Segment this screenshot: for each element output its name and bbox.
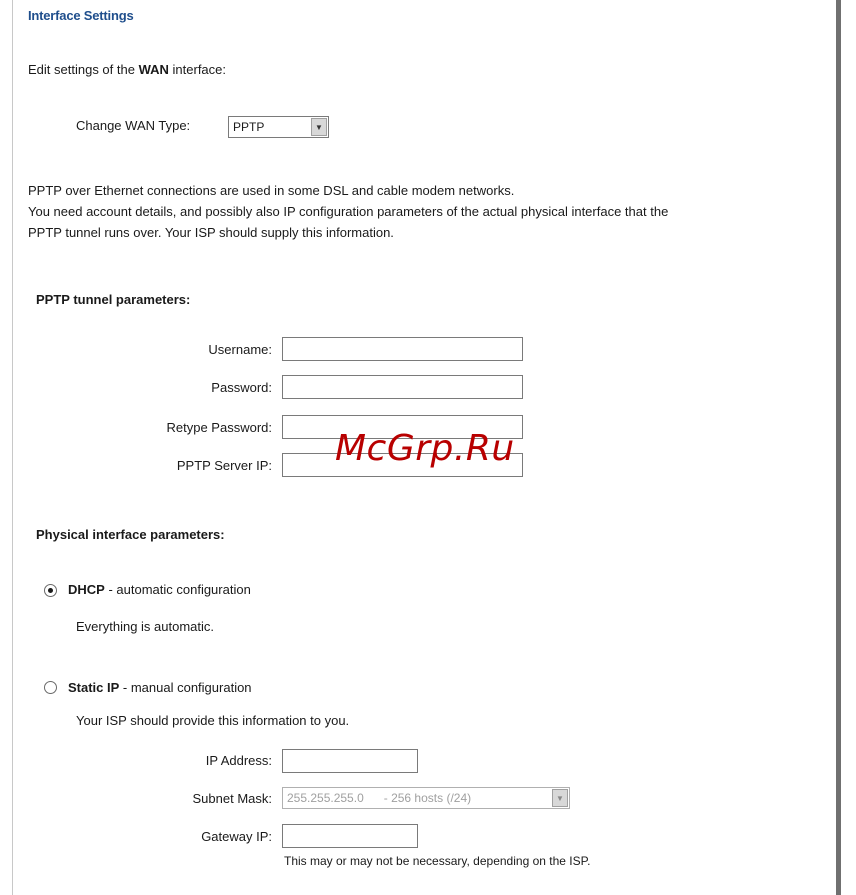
password-input[interactable]	[282, 375, 523, 399]
pptp-description	[28, 180, 668, 243]
wan-type-select[interactable]	[228, 116, 329, 138]
gateway-ip-input[interactable]	[282, 824, 418, 848]
physical-heading: Physical interface parameters:	[36, 527, 225, 542]
chevron-down-icon[interactable]: ▼	[311, 118, 327, 136]
description-line-2: You need account details, and possibly also IP configuration parameters of the actual physical interface that the	[28, 204, 669, 219]
chevron-down-icon[interactable]: ▼	[552, 789, 568, 807]
subnet-mask-label: Subnet Mask:	[192, 791, 272, 806]
subnet-mask-selected: 255.255.255.0 - 256 hosts (/24)	[287, 791, 472, 805]
gateway-ip-label: Gateway IP:	[201, 829, 272, 844]
password-label: Password:	[211, 380, 272, 395]
page-title: Interface Settings	[28, 8, 134, 23]
static-ip-radio[interactable]	[44, 681, 57, 694]
ip-address-label: IP Address:	[205, 753, 272, 768]
right-scrollbar-edge	[836, 0, 841, 895]
wan-type-label: Change WAN Type:	[76, 118, 191, 133]
dhcp-title: DHCP	[68, 582, 105, 597]
wan-type-selected: PPTP	[233, 120, 265, 134]
left-border	[12, 0, 13, 895]
retype-password-label: Retype Password:	[166, 420, 272, 435]
ip-address-input[interactable]	[282, 749, 418, 773]
username-label: Username:	[208, 342, 272, 357]
static-option-label[interactable]	[68, 680, 252, 695]
intro-interface-name: WAN	[138, 62, 169, 77]
subnet-mask-select[interactable]	[282, 787, 570, 809]
static-title: Static IP	[68, 680, 120, 695]
username-input[interactable]	[282, 337, 523, 361]
static-subtitle: - manual configuration	[119, 680, 252, 695]
dhcp-radio[interactable]	[44, 584, 57, 597]
server-ip-label: PPTP Server IP:	[176, 458, 272, 473]
description-line-3: PPTP tunnel runs over. Your ISP should supply this information.	[28, 225, 394, 240]
description-line-1: PPTP over Ethernet connections are used in some DSL and cable modem networks.	[28, 183, 515, 198]
watermark: McGrp.Ru	[335, 428, 515, 469]
intro-suffix: interface:	[168, 62, 227, 77]
dhcp-note: Everything is automatic.	[76, 619, 215, 634]
dhcp-option-label[interactable]	[68, 582, 251, 597]
tunnel-heading: PPTP tunnel parameters:	[36, 292, 191, 307]
intro-prefix: Edit settings of the	[28, 62, 139, 77]
static-note: Your ISP should provide this information to you.	[76, 713, 350, 728]
intro-text	[28, 62, 226, 77]
dhcp-subtitle: - automatic configuration	[104, 582, 251, 597]
gateway-note: This may or may not be necessary, depending on the ISP.	[284, 854, 591, 868]
